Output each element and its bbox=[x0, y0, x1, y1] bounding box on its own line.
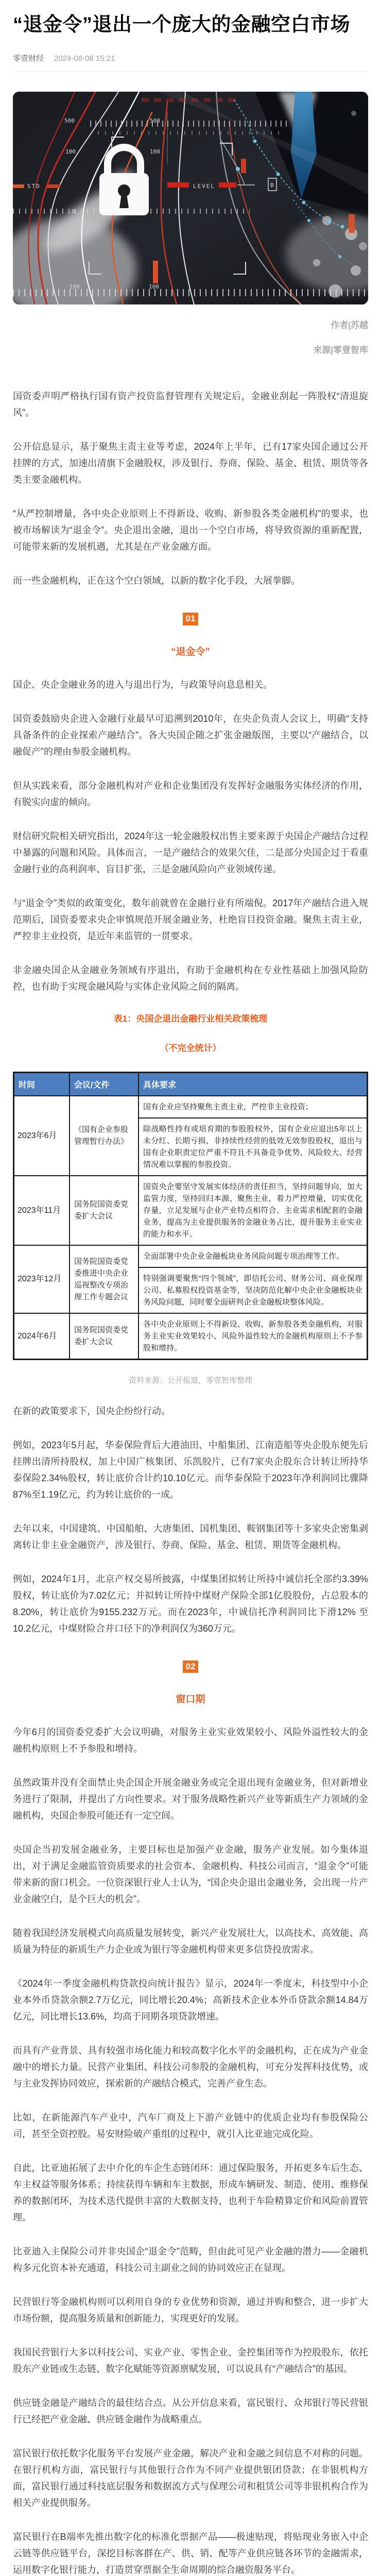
paragraph: 随着我国经济发展模式向高质量发展转变，新兴产业发展壮大，以高技术、高效能、高质量为特征的新质生产力企业或为银行等金融机构带来更多信贷投放需求。 bbox=[13, 1927, 368, 1955]
paragraph: 但从实践来看，部分金融机构对产业和企业集团没有发挥好金融服务实体经济的作用，有脱实向虚的倾向。 bbox=[13, 780, 368, 807]
table-cell-time: 2023年12月 bbox=[14, 1245, 70, 1313]
paragraph: 例如，2023年5月起，华泰保险背后大港油田、中船集团、江南造船等央企股东便先后挂牌出清所持股权，加上中国广核集团、乐凯胶片，已有7家央企股东合计转让所持华泰保险2.34%股权，转让底价合计约10.10亿元。而华泰保险于2023年净利润同比骤降87%至1.19亿元，约为转让底价的一成。 bbox=[13, 1439, 368, 1500]
paragraph: 虽然政策并没有全面禁止央企国企开展金融业务或完全退出现有金融业务，但对新增业务进行了限制，并提出了方向性要求。对于服务战略性新兴产业等新质生产力领域的金融机构，央国企参股可能还有一定空间。 bbox=[13, 1777, 368, 1821]
table-cell-requirement: 除战略性持有或培育期的参股股权外，国有企业应退出5年以上未分红、长期亏损、非持续性经营的低效无效参股股权，退出与国有企业职责定位严重不符且不具备竞争优势、风险较大、经营情况难以掌握的参股投资。 bbox=[138, 1118, 368, 1176]
table-header-cell: 具体要求 bbox=[138, 1072, 368, 1096]
byline-source: 来源|零壹智库 bbox=[313, 345, 368, 355]
table-cell-requirement: 国有企业应坚持聚焦主责主业，严控非主业投资； bbox=[138, 1096, 368, 1118]
paragraph: 国资委鼓励央企进入金融行业最早可追溯到2010年，在央企负责人会议上，明确“支持具备条件的企业探索产融结合”。各大央国企随之扩张金融版图，主要以“产融结合，以融促产”的理由参股金融机构。 bbox=[13, 713, 368, 757]
table-cell-time: 2023年6月 bbox=[14, 1096, 70, 1176]
table-caption: （不完全统计） bbox=[160, 1043, 221, 1054]
paragraph: 而具有产业背景、具有较强市场化能力和较高数字化水平的金融机构，正在成为产业金融中的增长力量。民营产业集团、科技公司参股的金融机构，可充分发挥科技优势，或与主业发挥协同效应，探索新的产融结合模式，完善产业生态。 bbox=[13, 2045, 368, 2089]
table-cell-requirement: 各中央企业原则上不得新设、收购、新参股各类金融机构，对服务主业实业效果较小、风险外溢性较大的金融机构原则上不予参股和增持。 bbox=[138, 1313, 368, 1360]
article-title: “退金令”退出一个庞大的金融空白市场 bbox=[13, 14, 351, 36]
std-label: STD bbox=[27, 182, 41, 190]
table-cell-time: 2023年11月 bbox=[14, 1176, 70, 1245]
table-header-cell: 会议/文件 bbox=[70, 1072, 138, 1096]
table-row bbox=[14, 1176, 368, 1245]
article-page bbox=[13, 0, 368, 2576]
section-title: 窗口期 bbox=[176, 1693, 205, 1705]
paragraph: 富民银行依托数字化服务平台发展产业金融，解决产业和金融之间信息不对称的问题。在银行机构方面，富民银行与其他银行合作为不同产业提供银团贷款；在非银机构方面，富民银行通过科技底层服务和数据流方式与保理公司和租赁公司等非银机构合作为相关产业提供服务。 bbox=[13, 2448, 368, 2508]
table-row bbox=[14, 1245, 368, 1267]
table-cell-requirement: 国资央企要坚守发展实体经济的责任担当，坚持问题导向，加大监管力度，坚持回归本源、聚焦主业，着力严控增量，切实优化存量，立足发展与企业产业特点相符合、主业需求相配套的金融业务，提高为主业提供服务的金融业务占比，提升服务主业实业的能力和水平。 bbox=[138, 1176, 368, 1245]
paragraph: 国资委声明严格执行国有资产投资监督管理有关规定后，金融业刮起一阵股权“清退旋风”。 bbox=[13, 391, 368, 418]
section-badge: 01 bbox=[183, 613, 199, 625]
paragraph: 在新的政策要求下，国央企纷纷行动。 bbox=[13, 1405, 170, 1416]
table-cell-doc: 国务院国资委党委扩大会议 bbox=[70, 1313, 138, 1360]
paragraph: 自此，比亚迪拓展了去中介化的车企生态链闭环：通过保险服务，开拓更多车后生态、车主权益等服务体系；持续获得车辆和车主数据，形成车辆研发、制造、使用、维修保养的数据闭环，为技术迭代提供丰富的大数据支持，也利于车险精算定价和风险前置管理。 bbox=[13, 2162, 368, 2223]
paragraph: 央国企当初发展金融业务，主要目标也是加强产业金融，服务产业发展。如今集体退出，对于满足金融监管资质要求的社会资本、金融机构、科技公司而言，“退金令”可能带来新的窗口机会。一位资深银行业人士认为，“国企央企退出金融业务，会出现一片产业金融空白，是个巨大的机会”。 bbox=[13, 1844, 368, 1904]
table-row bbox=[14, 1313, 368, 1360]
section-badge: 02 bbox=[183, 1660, 199, 1673]
policy-table bbox=[13, 1072, 368, 1360]
paragraph: 国企、央企金融业务的进入与退出行为，与政策导向息息相关。 bbox=[13, 679, 272, 690]
table-cell-doc: 《国有企业参股管理暂行办法》 bbox=[70, 1096, 138, 1176]
section-badge-row bbox=[13, 1660, 368, 1673]
table-cell-time: 2024年6月 bbox=[14, 1313, 70, 1360]
tick-100-right: 100 bbox=[150, 148, 160, 155]
paragraph: 今年6月的国资委党委扩大会议明确，对服务主业实业效果较小、风险外溢性较大的金融机构原则上不予参股和增持。 bbox=[13, 1726, 368, 1754]
paragraph: 比如，在新能源汽车产业中，汽车厂商及上下游产业链中的优质企业均有参股保险公司，甚至全资控股。易安财险破产重组的过程中，就引入比亚迪完成化险。 bbox=[13, 2112, 368, 2139]
account-name[interactable]: 零壹财经 bbox=[13, 54, 44, 63]
paragraph: 公开信息显示，基于聚焦主责主业等考虑，2024年上半年，已有17家央国企通过公开挂牌的方式，加速出清旗下金融股权，涉及银行、券商、保险、基金、租赁、期货等各类主要金融机构。 bbox=[13, 442, 368, 485]
paragraph: 去年以来，中国建筑、中国船舶、大唐集团、国机集团、鞍钢集团等十多家央企密集剥离转让非主业金融资产，涉及银行、券商、保险、基金、租赁、期货等金融机构。 bbox=[13, 1523, 368, 1550]
level-label: LEVEL bbox=[193, 182, 216, 190]
table-cell-doc: 国务院国资委党委扩大会议 bbox=[70, 1176, 138, 1245]
paragraph: 比亚迪入主保险公司并非央国企“退金令”范畴，但由此可见产业金融的潜力——金融机构多元化资本补充通道，科技公司主副业之间的协同效应正在显现。 bbox=[13, 2246, 368, 2273]
paragraph: 民营银行等金融机构则可以利用自身的专业优势和资源，通过并购和整合，进一步扩大市场份额，提高服务质量和创新能力，实现更好的发展。 bbox=[13, 2296, 368, 2324]
paragraph: 供应链金融是产融结合的最佳结合点。从公开信息来看，富民银行、众邦银行等民营银行已经把产业金融、供应链金融作为战略重点。 bbox=[13, 2397, 368, 2425]
hero-image bbox=[13, 92, 368, 304]
tick-500-right: 500 bbox=[150, 117, 160, 124]
tick-100-bottom-right: 100 bbox=[149, 283, 159, 290]
table-header-cell: 时间 bbox=[14, 1072, 70, 1096]
paragraph: 与“退金令”类似的政策变化，数年前就曾在金融行业有所端倪。2017年产融结合进入规范期后，国资委要求央企审慎规范开展金融业务，杜绝盲目投资金融。聚焦主责主业，严控非主业投资，是近年来监管的一贯要求。 bbox=[13, 897, 368, 941]
tick-0: 0 bbox=[72, 208, 75, 215]
table-caption: 表1：央国企退出金融行业相关政策梳理 bbox=[113, 1013, 268, 1024]
article-body bbox=[13, 388, 368, 2576]
table-cell-requirement: 全面部署中央企业金融板块业务风险问题专项治理等工作。 bbox=[138, 1245, 368, 1267]
hero-illustration bbox=[13, 92, 368, 304]
publish-time: 2024-08-08 15:21 bbox=[54, 54, 115, 63]
article-meta bbox=[13, 53, 368, 63]
table-source: 资料来源：公开报道，零壹智库整理 bbox=[128, 1376, 252, 1385]
tick-100-left: 100 bbox=[65, 148, 76, 155]
table-cell-requirement: 特别强调要聚焦“四个领域”，即信托公司、财务公司、商业保理公司、私募股权投资基金等，坚决防范化解中央企业金融板块业务风险问题，同时要全面研判企业金融板块整体风险。 bbox=[138, 1267, 368, 1313]
table-row bbox=[14, 1096, 368, 1118]
paragraph: 非金融央国企从金融业务领域有序退出，有助于金融机构在专业性基础上加强风险防控，也有助于实现金融风险与实体企业风险之间的隔离。 bbox=[13, 964, 368, 992]
byline-author: 作者|苏越 bbox=[331, 320, 368, 330]
paragraph: 富民银行在B端率先推出数字化的标准化票据产品——极速贴现，将贴现业务嵌入中企云链等供应链平台，深挖目标客群在产、供、销、配等产业供应链各环节的金融需求，运用数字化银行能力，打造贯穿票据全生命周期的综合融资服务平台。 bbox=[13, 2531, 368, 2575]
byline bbox=[13, 320, 368, 356]
paragraph: 而一些金融机构，正在这个空白领域，以新的数字化手段，大展拳脚。 bbox=[13, 575, 300, 586]
section-title: “退金令” bbox=[170, 646, 210, 657]
paragraph: 财信研究院相关研究指出，2024年这一轮金融股权出售主要来源于央国企产融结合过程中暴露的问题和风险。具体而言，一是产融结合的效果欠佳，二是部分央国企过于看重金融行业的高利润率、盲目扩张，三是金融风险向产业领域传递。 bbox=[13, 831, 368, 874]
paragraph: 例如，2024年1月，北京产权交易所披露，中煤集团拟转让所持中诚信托全部约3.39%股权，转让底价为7.02亿元；并拟转让所持中煤财产保险全部1亿股股份，占总股本的8.20%，转让底价为9155.232万元。而在2023年，中诚信托净利润同比下滑12% 至10.2亿元，中煤财险合并口径下的净利润仅为360万元。 bbox=[13, 1573, 368, 1634]
table-cell-doc: 国务院国资委党委推进中央企业巡视整改专项治理工作专题会议 bbox=[70, 1245, 138, 1313]
section-badge-row bbox=[13, 613, 368, 625]
tick-500-left: 500 bbox=[64, 117, 75, 124]
meter-b-label: B bbox=[270, 181, 274, 189]
paragraph: 《2024年一季度金融机构贷款投向统计报告》显示，2024年一季度末，科技型中小企业本外币贷款余额2.7万亿元，同比增长20.4%；高新技术企业本外币贷款余额14.84万亿元，同比增长13.6%，均高于同期各项贷款增速。 bbox=[13, 1978, 368, 2022]
paragraph: 我国民营银行大多以科技公司、实业产业、零售企业、金控集团等作为控股股东，依托股东产业链或生态链、数字化赋能等资源禀赋发展，可以说具有“产融结合”的基因。 bbox=[13, 2347, 368, 2374]
tick-100-bottom-left: 100 bbox=[70, 283, 80, 290]
paragraph: “从严控制增量，各中央企业原则上不得新设、收购、新参股各类金融机构”的要求，也被市场解读为“退金令”。央企退出金融，退出一个空白市场，将导致资源的重新配置，可能带来新的发展机遇，尤其是在产业金融方面。 bbox=[13, 509, 368, 552]
